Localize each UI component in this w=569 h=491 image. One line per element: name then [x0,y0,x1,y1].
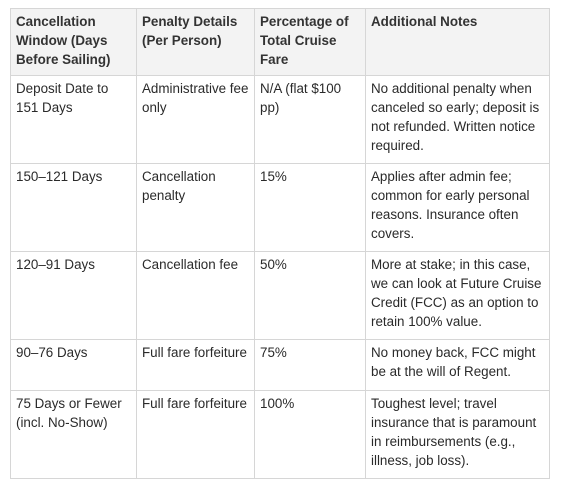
cell-percentage: 100% [255,391,366,479]
header-penalty-details: Penalty Details (Per Person) [137,9,255,76]
header-row [11,9,550,76]
cell-additional-notes: Applies after admin fee; common for early personal reasons. Insurance often covers. [366,164,550,252]
cell-percentage: 75% [255,340,366,391]
cancellation-policy-table-container [10,8,550,479]
cancellation-policy-table [10,8,550,479]
cell-cancellation-window: 75 Days or Fewer (incl. No-Show) [11,391,137,479]
cell-percentage: 50% [255,252,366,340]
header-percentage: Percentage of Total Cruise Fare [255,9,366,76]
cell-cancellation-window: 90–76 Days [11,340,137,391]
cell-additional-notes: No additional penalty when canceled so early; deposit is not refunded. Written notice required. [366,76,550,164]
cell-penalty-details: Cancellation penalty [137,164,255,252]
cell-penalty-details: Administrative fee only [137,76,255,164]
table-row [11,340,550,391]
cell-additional-notes: More at stake; in this case, we can look at Future Cruise Credit (FCC) as an option to retain 100% value. [366,252,550,340]
cell-percentage: 15% [255,164,366,252]
cell-cancellation-window: 120–91 Days [11,252,137,340]
cell-penalty-details: Full fare forfeiture [137,391,255,479]
cell-cancellation-window: 150–121 Days [11,164,137,252]
cell-percentage: N/A (flat $100 pp) [255,76,366,164]
table-body [11,76,550,479]
cell-additional-notes: No money back, FCC might be at the will of Regent. [366,340,550,391]
table-row [11,391,550,479]
header-cancellation-window: Cancellation Window (Days Before Sailing) [11,9,137,76]
header-additional-notes: Additional Notes [366,9,550,76]
table-row [11,164,550,252]
cell-penalty-details: Cancellation fee [137,252,255,340]
cell-additional-notes: Toughest level; travel insurance that is paramount in reimbursements (e.g., illness, job loss). [366,391,550,479]
cell-penalty-details: Full fare forfeiture [137,340,255,391]
table-row [11,76,550,164]
table-header [11,9,550,76]
table-row [11,252,550,340]
cell-cancellation-window: Deposit Date to 151 Days [11,76,137,164]
